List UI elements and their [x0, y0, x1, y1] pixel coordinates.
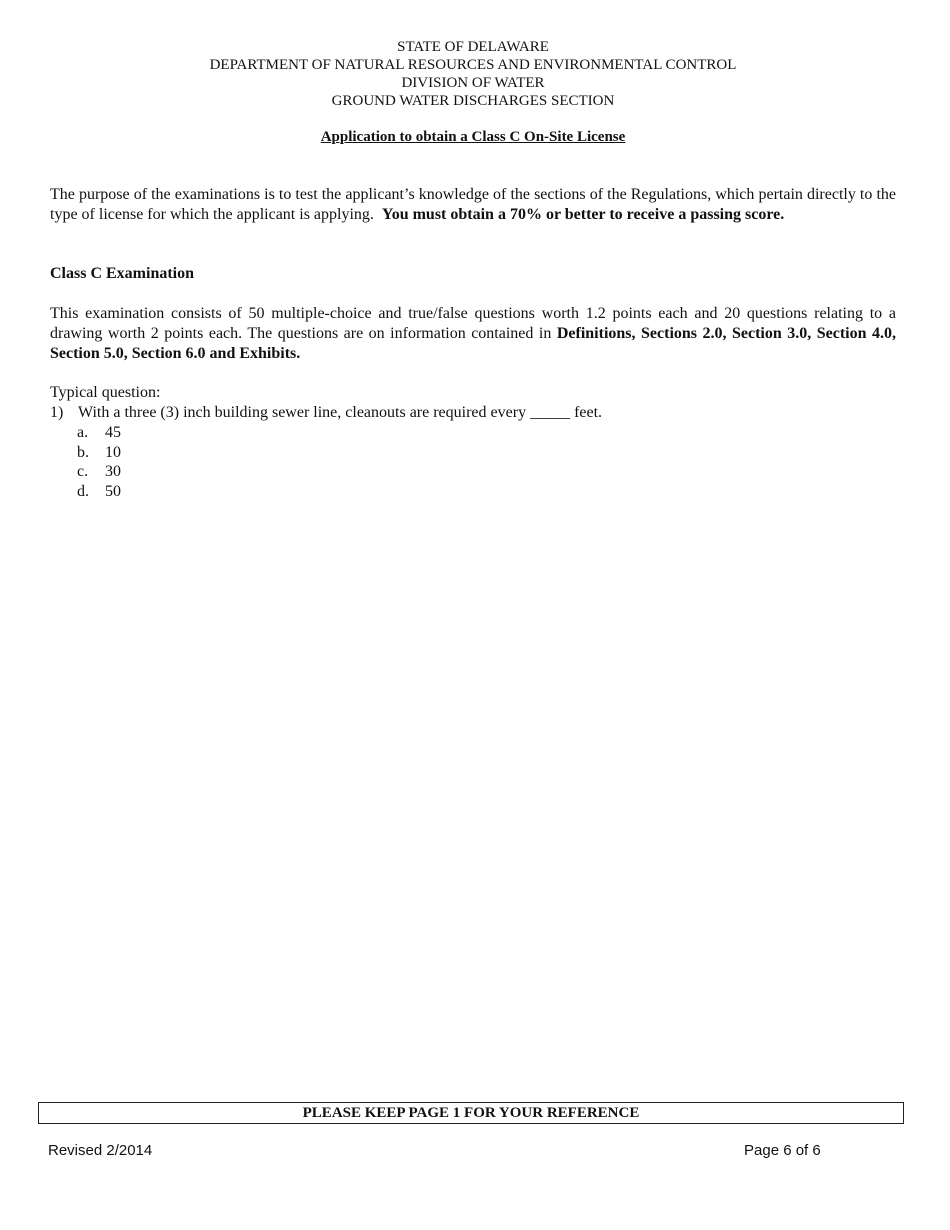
revision-date: Revised 2/2014: [48, 1142, 153, 1159]
option-letter: c.: [77, 463, 89, 480]
question-text: With a three (3) inch building sewer line, cleanouts are required every _____ feet.: [78, 404, 603, 421]
reference-notice-box: PLEASE KEEP PAGE 1 FOR YOUR REFERENCE: [38, 1102, 904, 1124]
exam-heading: Class C Examination: [50, 265, 195, 282]
answer-option: [77, 482, 121, 502]
sample-question: [50, 403, 602, 423]
purpose-text: The purpose of the examinations is to test the applicant’s knowledge of the sections of the Regulations, which pertain directly to the type of license for which the applicant is applying.: [50, 186, 896, 223]
purpose-paragraph: [50, 185, 896, 225]
passing-score-requirement: You must obtain a 70% or better to receive a passing score.: [381, 206, 785, 223]
option-letter: b.: [77, 443, 89, 461]
exam-sections-list: Definitions, Sections 2.0, Section 3.0, Section 4.0, Section 5.0, Section 6.0 and Exhibits.: [50, 325, 897, 362]
document-title: Application to obtain a Class C On-Site License: [320, 129, 626, 145]
answer-option: [77, 423, 121, 443]
answer-option: [77, 443, 121, 463]
exam-description-paragraph: [50, 304, 896, 364]
answer-option: [77, 462, 121, 482]
option-value: 30: [105, 463, 121, 480]
question-number: 1): [50, 404, 64, 421]
header-section: GROUND WATER DISCHARGES SECTION: [331, 93, 615, 109]
typical-question-label: Typical question:: [50, 384, 161, 401]
option-letter: d.: [77, 482, 89, 500]
header-state: STATE OF DELAWARE: [397, 39, 549, 55]
agency-header: [0, 38, 946, 110]
exam-description-text: This examination consists of 50 multiple-choice and true/false questions worth 1.2 points each and 20 questions relating to a drawing worth 2 points each. The questions are on information contained in: [50, 305, 896, 342]
header-department: DEPARTMENT OF NATURAL RESOURCES AND ENVIRONMENTAL CONTROL: [209, 57, 737, 73]
page-number: Page 6 of 6: [744, 1142, 821, 1159]
header-division: DIVISION OF WATER: [401, 75, 545, 91]
option-value: 45: [105, 424, 121, 441]
option-value: 50: [105, 482, 121, 500]
option-value: 10: [105, 443, 121, 461]
option-letter: a.: [77, 424, 89, 441]
answer-options: [77, 423, 121, 501]
